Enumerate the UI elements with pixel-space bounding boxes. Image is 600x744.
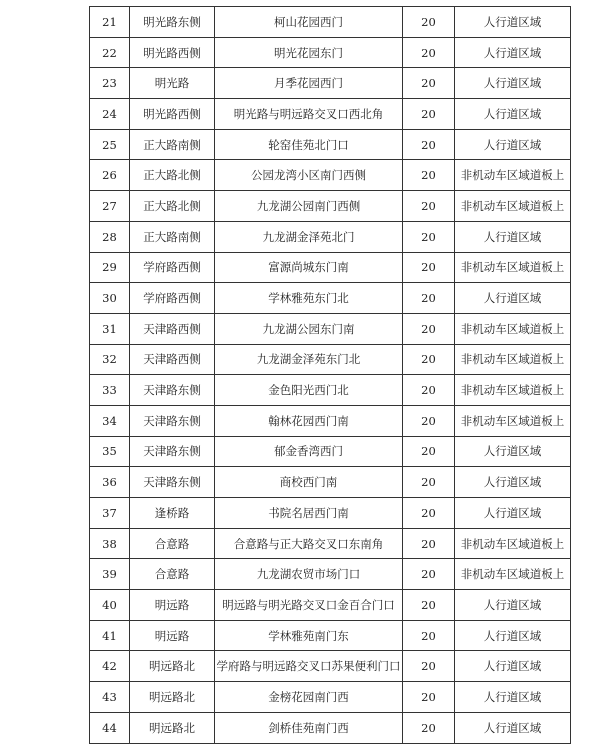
cell-serial-number: 39: [90, 559, 130, 590]
cell-road: 逢桥路: [130, 498, 215, 529]
cell-quantity: 20: [403, 712, 455, 743]
cell-serial-number: 31: [90, 313, 130, 344]
cell-road: 天津路东侧: [130, 467, 215, 498]
cell-serial-number: 27: [90, 191, 130, 222]
cell-quantity: 20: [403, 528, 455, 559]
cell-location: 郁金香湾西门: [215, 436, 403, 467]
table-row: [90, 160, 571, 191]
cell-location: 学林雅苑东门北: [215, 283, 403, 314]
cell-road: 明光路西侧: [130, 99, 215, 130]
table-row: [90, 375, 571, 406]
cell-road: 天津路西侧: [130, 344, 215, 375]
table-row: [90, 559, 571, 590]
cell-quantity: 20: [403, 99, 455, 130]
cell-serial-number: 28: [90, 221, 130, 252]
table-row: [90, 712, 571, 743]
cell-quantity: 20: [403, 221, 455, 252]
cell-area-type: 人行道区域: [455, 68, 571, 99]
cell-area-type: 非机动车区域道板上: [455, 160, 571, 191]
cell-area-type: 人行道区域: [455, 129, 571, 160]
cell-serial-number: 42: [90, 651, 130, 682]
cell-quantity: 20: [403, 37, 455, 68]
cell-serial-number: 25: [90, 129, 130, 160]
cell-serial-number: 34: [90, 405, 130, 436]
table-row: [90, 528, 571, 559]
cell-road: 合意路: [130, 528, 215, 559]
cell-road: 明远路北: [130, 651, 215, 682]
table-row: [90, 68, 571, 99]
cell-location: 柯山花园西门: [215, 7, 403, 38]
cell-serial-number: 37: [90, 498, 130, 529]
cell-road: 天津路西侧: [130, 313, 215, 344]
cell-serial-number: 26: [90, 160, 130, 191]
table-row: [90, 498, 571, 529]
table-row: [90, 313, 571, 344]
cell-road: 明远路: [130, 590, 215, 621]
cell-quantity: 20: [403, 682, 455, 713]
cell-quantity: 20: [403, 252, 455, 283]
cell-road: 明光路东侧: [130, 7, 215, 38]
cell-road: 天津路东侧: [130, 375, 215, 406]
cell-quantity: 20: [403, 344, 455, 375]
table-row: [90, 620, 571, 651]
cell-quantity: 20: [403, 191, 455, 222]
cell-area-type: 人行道区域: [455, 37, 571, 68]
cell-area-type: 人行道区域: [455, 283, 571, 314]
table-row: [90, 344, 571, 375]
cell-road: 正大路北侧: [130, 160, 215, 191]
cell-location: 金榜花园南门西: [215, 682, 403, 713]
cell-location: 明光路与明远路交叉口西北角: [215, 99, 403, 130]
cell-serial-number: 38: [90, 528, 130, 559]
cell-road: 学府路西侧: [130, 252, 215, 283]
cell-serial-number: 23: [90, 68, 130, 99]
cell-area-type: 人行道区域: [455, 682, 571, 713]
cell-location: 九龙湖公园南门西侧: [215, 191, 403, 222]
cell-quantity: 20: [403, 405, 455, 436]
cell-location: 学林雅苑南门东: [215, 620, 403, 651]
cell-area-type: 人行道区域: [455, 712, 571, 743]
cell-location: 公园龙湾小区南门西侧: [215, 160, 403, 191]
cell-location: 轮窑佳苑北门口: [215, 129, 403, 160]
cell-quantity: 20: [403, 7, 455, 38]
table-row: [90, 99, 571, 130]
table-row: [90, 221, 571, 252]
cell-location: 商校西门南: [215, 467, 403, 498]
cell-location: 金色阳光西门北: [215, 375, 403, 406]
cell-area-type: 人行道区域: [455, 221, 571, 252]
table-row: [90, 191, 571, 222]
cell-quantity: 20: [403, 313, 455, 344]
cell-road: 合意路: [130, 559, 215, 590]
cell-road: 明远路北: [130, 682, 215, 713]
table-body: [90, 7, 571, 744]
cell-serial-number: 44: [90, 712, 130, 743]
cell-area-type: 非机动车区域道板上: [455, 405, 571, 436]
cell-serial-number: 41: [90, 620, 130, 651]
cell-location: 九龙湖农贸市场门口: [215, 559, 403, 590]
cell-quantity: 20: [403, 651, 455, 682]
cell-area-type: 非机动车区域道板上: [455, 559, 571, 590]
cell-area-type: 非机动车区域道板上: [455, 313, 571, 344]
cell-serial-number: 21: [90, 7, 130, 38]
cell-area-type: 非机动车区域道板上: [455, 528, 571, 559]
cell-serial-number: 32: [90, 344, 130, 375]
cell-quantity: 20: [403, 590, 455, 621]
cell-area-type: 人行道区域: [455, 99, 571, 130]
cell-road: 正大路北侧: [130, 191, 215, 222]
cell-quantity: 20: [403, 375, 455, 406]
parking-site-table: [89, 6, 571, 744]
cell-serial-number: 36: [90, 467, 130, 498]
cell-area-type: 人行道区域: [455, 7, 571, 38]
cell-location: 月季花园西门: [215, 68, 403, 99]
cell-road: 明光路西侧: [130, 37, 215, 68]
table-row: [90, 590, 571, 621]
cell-quantity: 20: [403, 467, 455, 498]
cell-quantity: 20: [403, 68, 455, 99]
cell-location: 翰林花园西门南: [215, 405, 403, 436]
cell-area-type: 人行道区域: [455, 498, 571, 529]
cell-location: 九龙湖公园东门南: [215, 313, 403, 344]
table-row: [90, 37, 571, 68]
cell-quantity: 20: [403, 498, 455, 529]
cell-area-type: 人行道区域: [455, 436, 571, 467]
cell-serial-number: 29: [90, 252, 130, 283]
cell-road: 正大路南侧: [130, 221, 215, 252]
cell-road: 学府路西侧: [130, 283, 215, 314]
cell-serial-number: 24: [90, 99, 130, 130]
cell-road: 天津路东侧: [130, 436, 215, 467]
cell-road: 天津路东侧: [130, 405, 215, 436]
cell-area-type: 人行道区域: [455, 590, 571, 621]
cell-area-type: 人行道区域: [455, 620, 571, 651]
cell-quantity: 20: [403, 436, 455, 467]
cell-serial-number: 33: [90, 375, 130, 406]
cell-serial-number: 22: [90, 37, 130, 68]
cell-location: 富源尚城东门南: [215, 252, 403, 283]
cell-serial-number: 30: [90, 283, 130, 314]
cell-quantity: 20: [403, 620, 455, 651]
cell-area-type: 非机动车区域道板上: [455, 191, 571, 222]
cell-road: 明远路: [130, 620, 215, 651]
cell-location: 剑桥佳苑南门西: [215, 712, 403, 743]
cell-serial-number: 43: [90, 682, 130, 713]
cell-location: 九龙湖金泽苑北门: [215, 221, 403, 252]
cell-road: 明远路北: [130, 712, 215, 743]
cell-road: 明光路: [130, 68, 215, 99]
cell-location: 学府路与明远路交叉口苏果便利门口: [215, 651, 403, 682]
cell-area-type: 非机动车区域道板上: [455, 375, 571, 406]
cell-road: 正大路南侧: [130, 129, 215, 160]
cell-serial-number: 35: [90, 436, 130, 467]
table-row: [90, 129, 571, 160]
cell-quantity: 20: [403, 160, 455, 191]
table-row: [90, 7, 571, 38]
cell-quantity: 20: [403, 559, 455, 590]
cell-area-type: 非机动车区域道板上: [455, 252, 571, 283]
cell-quantity: 20: [403, 283, 455, 314]
cell-area-type: 非机动车区域道板上: [455, 344, 571, 375]
table-row: [90, 682, 571, 713]
table-row: [90, 252, 571, 283]
cell-quantity: 20: [403, 129, 455, 160]
cell-location: 明光花园东门: [215, 37, 403, 68]
cell-location: 合意路与正大路交叉口东南角: [215, 528, 403, 559]
table-row: [90, 651, 571, 682]
table-row: [90, 467, 571, 498]
table-row: [90, 283, 571, 314]
cell-serial-number: 40: [90, 590, 130, 621]
cell-location: 明远路与明光路交叉口金百合门口: [215, 590, 403, 621]
table-row: [90, 405, 571, 436]
cell-area-type: 人行道区域: [455, 651, 571, 682]
cell-area-type: 人行道区域: [455, 467, 571, 498]
cell-location: 九龙湖金泽苑东门北: [215, 344, 403, 375]
cell-location: 书院名居西门南: [215, 498, 403, 529]
table-row: [90, 436, 571, 467]
